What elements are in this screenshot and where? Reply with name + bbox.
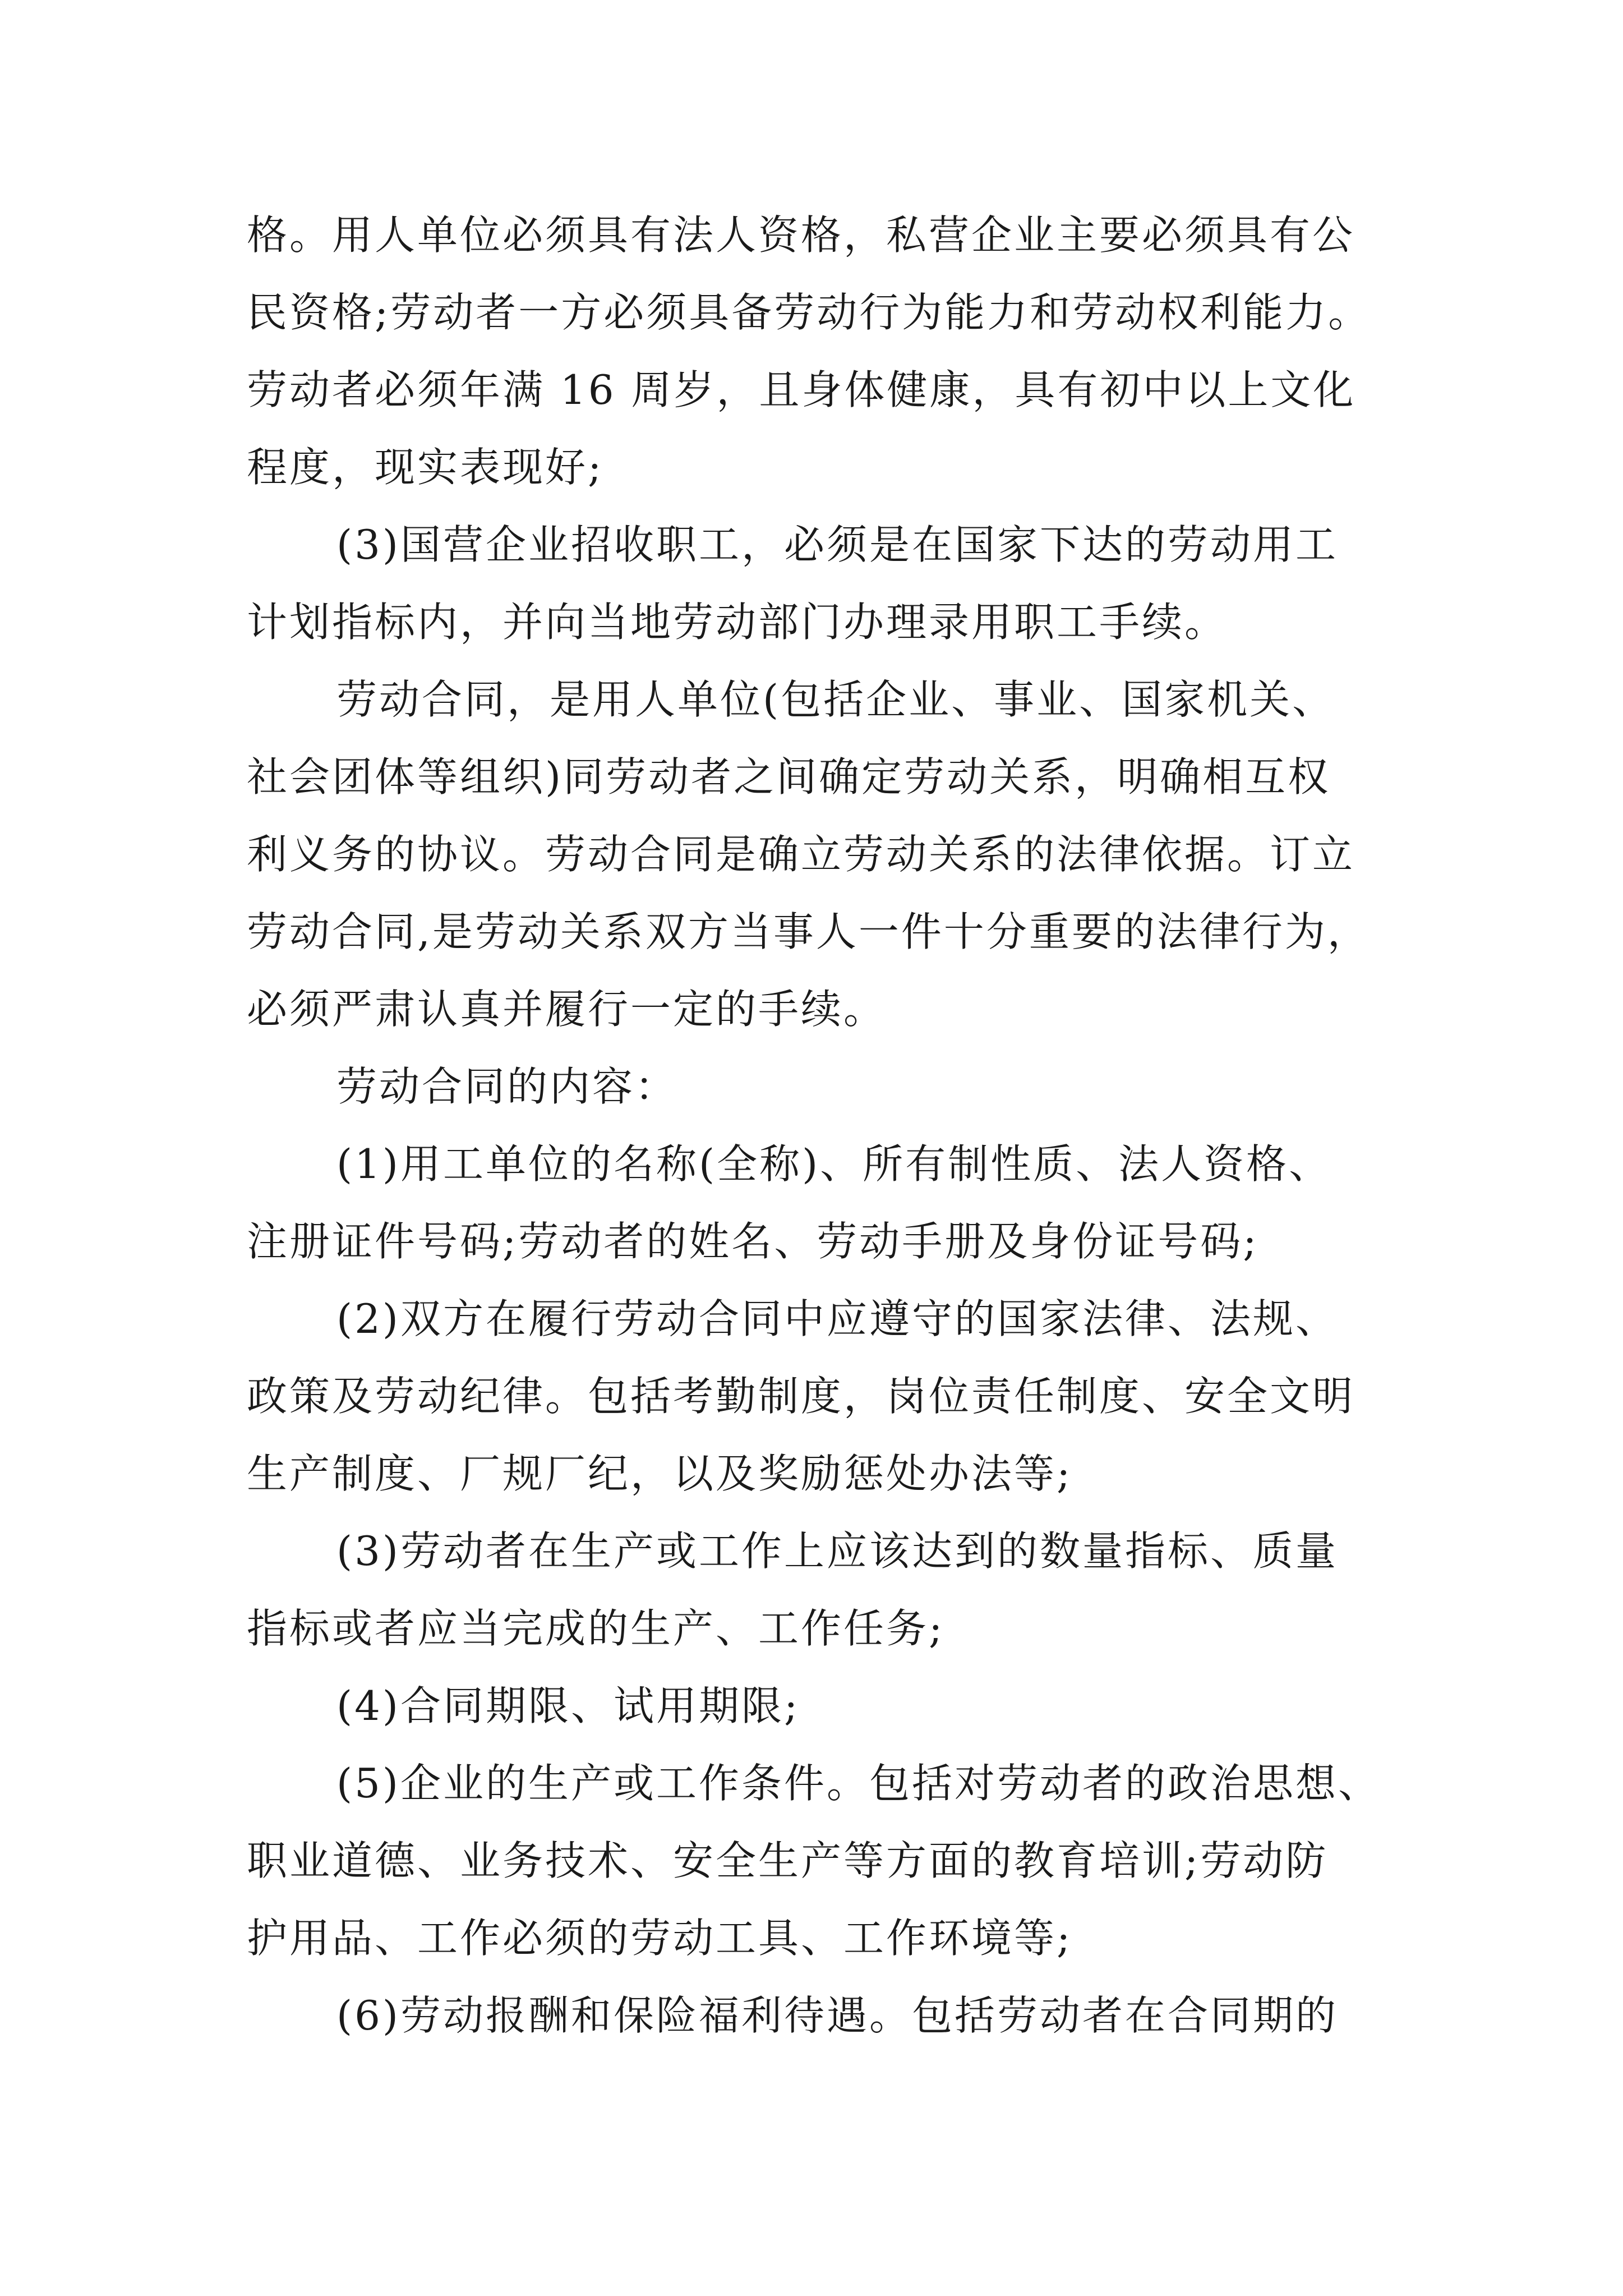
text-line: (3)劳动者在生产或工作上应该达到的数量指标、质量: [336, 1527, 1338, 1575]
text-line: 社会团体等组织)同劳动者之间确定劳动关系，明确相互权: [247, 753, 1331, 800]
text-line: (1)用工单位的名称(全称)、所有制性质、法人资格、: [336, 1140, 1332, 1188]
text-line: (6)劳动报酬和保险福利待遇。包括劳动者在合同期的: [336, 1992, 1338, 2039]
text-line: 劳动合同的内容：: [336, 1063, 678, 1110]
text-line: (2)双方在履行劳动合同中应遵守的国家法律、法规、: [336, 1295, 1338, 1342]
text-line: (3)国营企业招收职工，必须是在国家下达的劳动用工: [336, 521, 1338, 568]
text-line: 劳动者必须年满 16 周岁，且身体健康，具有初中以上文化: [247, 366, 1356, 413]
text-line: 注册证件号码;劳动者的姓名、劳动手册及身份证号码;: [247, 1218, 1259, 1265]
text-line: 劳动合同，是用人单位(包括企业、事业、国家机关、: [336, 676, 1335, 723]
document-body: [247, 196, 1391, 2054]
text-line: (5)企业的生产或工作条件。包括对劳动者的政治思想、: [336, 1760, 1381, 1807]
text-line: 生产制度、厂规厂纪，以及奖励惩处办法等;: [247, 1450, 1073, 1497]
text-line: 利义务的协议。劳动合同是确立劳动关系的法律依据。订立: [247, 831, 1355, 878]
text-line: 劳动合同,是劳动关系双方当事人一件十分重要的法律行为，: [247, 908, 1370, 955]
text-line: 指标或者应当完成的生产、工作任务;: [247, 1605, 945, 1652]
text-line: 必须严肃认真并履行一定的手续。: [247, 986, 887, 1033]
text-line: 格。用人单位必须具有法人资格，私营企业主要必须具有公: [247, 211, 1355, 259]
text-line: 计划指标内，并向当地劳动部门办理录用职工手续。: [247, 599, 1228, 646]
text-line: 护用品、工作必须的劳动工具、工作环境等;: [247, 1915, 1073, 1962]
text-line: (4)合同期限、试用期限;: [336, 1682, 800, 1729]
text-line: 民资格;劳动者一方必须具备劳动行为能力和劳动权利能力。: [247, 289, 1371, 336]
text-line: 职业道德、业务技术、安全生产等方面的教育培训;劳动防: [247, 1837, 1329, 1884]
text-line: 政策及劳动纪律。包括考勤制度，岗位责任制度、安全文明: [247, 1373, 1355, 1420]
text-line: 程度，现实表现好;: [247, 444, 604, 491]
